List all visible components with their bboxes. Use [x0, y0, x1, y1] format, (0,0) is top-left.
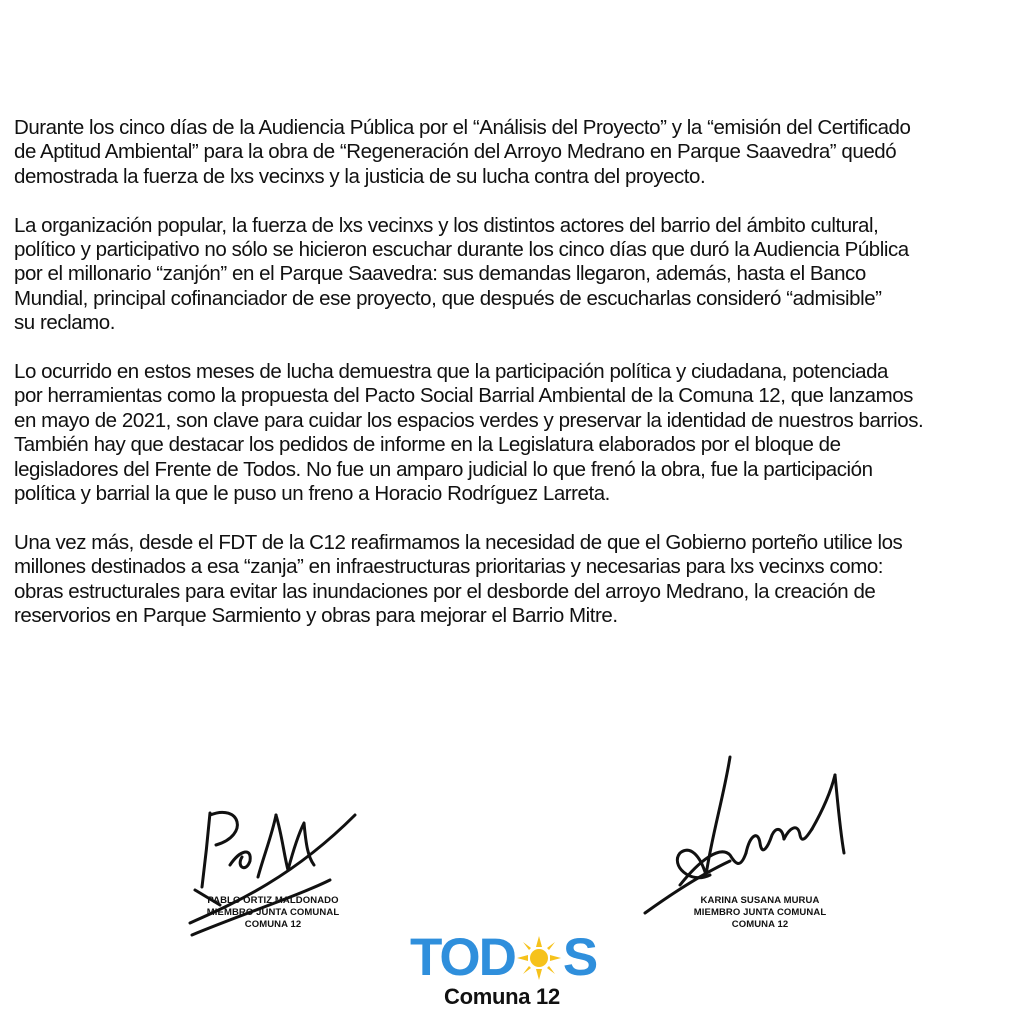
sun-icon [516, 935, 562, 981]
paragraph-2 [14, 214, 1016, 336]
text-line: demostrada la fuerza de lxs vecinxs y la justicia de su lucha contra del proyecto. [14, 164, 706, 188]
text-line: legisladores del Frente de Todos. No fue un amparo judicial lo que frenó la obra, fue la participación [14, 457, 873, 481]
signature-caption-left [188, 895, 358, 931]
signature-block-right [640, 735, 880, 950]
paragraph-1 [14, 116, 1016, 189]
text-line: Durante los cinco días de la Audiencia Pública por el “Análisis del Proyecto” y la “emisión del Certificado [14, 116, 911, 139]
text-line: obras estructurales para evitar las inundaciones por el desborde del arroyo Medrano, la creación de [14, 579, 876, 603]
text-line: por el millonario “zanjón” en el Parque Saavedra: sus demandas llegaron, además, hasta el Banco [14, 262, 866, 286]
statement-body [14, 116, 1016, 653]
logo-subtitle: Comuna 12 [444, 984, 560, 1009]
text-line: Mundial, principal cofinanciador de ese proyecto, que después de escucharlas consideró “admisible” [14, 286, 882, 310]
text-line: por herramientas como la propuesta del Pacto Social Barrial Ambiental de la Comuna 12, que lanzamos [14, 384, 913, 408]
signature-caption-right [680, 895, 840, 931]
signer-name: PABLO ORTIZ MALDONADO [207, 895, 339, 906]
text-line: política y barrial la que le puso un freno a Horacio Rodríguez Larreta. [14, 482, 610, 506]
signer-unit: COMUNA 12 [731, 919, 789, 930]
signer-role: MIEMBRO JUNTA COMUNAL [206, 907, 340, 918]
signer-name: KARINA SUSANA MURUA [700, 895, 820, 906]
logo-text-right: S [562, 928, 597, 987]
logo-text-left: TOD [410, 928, 515, 987]
text-line: de Aptitud Ambiental” para la obra de “Regeneración del Arroyo Medrano en Parque Saavedra” quedó [14, 140, 897, 164]
signature-block-left [180, 795, 380, 945]
todos-comuna-12-logo [410, 928, 597, 1015]
text-line: reservorios en Parque Sarmiento y obras para mejorar el Barrio Mitre. [14, 604, 618, 628]
text-line: Una vez más, desde el FDT de la C12 reafirmamos la necesidad de que el Gobierno porteño utilice los [14, 530, 903, 554]
text-line: en mayo de 2021, son clave para cuidar los espacios verdes y preservar la identidad de nuestros barrios. [14, 408, 924, 432]
text-line: Lo ocurrido en estos meses de lucha demuestra que la participación política y ciudadana, potenciada [14, 360, 888, 384]
text-line: millones destinados a esa “zanja” en infraestructuras prioritarias y necesarias para lxs vecinxs como: [14, 555, 884, 579]
text-line: También hay que destacar los pedidos de informe en la Legislatura elaborados por el bloque de [14, 433, 841, 457]
text-line: su reclamo. [14, 311, 116, 335]
paragraph-4 [14, 531, 1016, 629]
text-line: político y participativo no sólo se hicieron escuchar durante los cinco días que duró la Audiencia Pública [14, 238, 909, 262]
signer-role: MIEMBRO JUNTA COMUNAL [693, 907, 827, 918]
logo-wordmark [410, 930, 596, 986]
paragraph-3 [14, 360, 1016, 506]
signer-unit: COMUNA 12 [244, 919, 302, 930]
text-line: La organización popular, la fuerza de lxs vecinxs y los distintos actores del barrio del ámbito cultural, [14, 213, 879, 237]
